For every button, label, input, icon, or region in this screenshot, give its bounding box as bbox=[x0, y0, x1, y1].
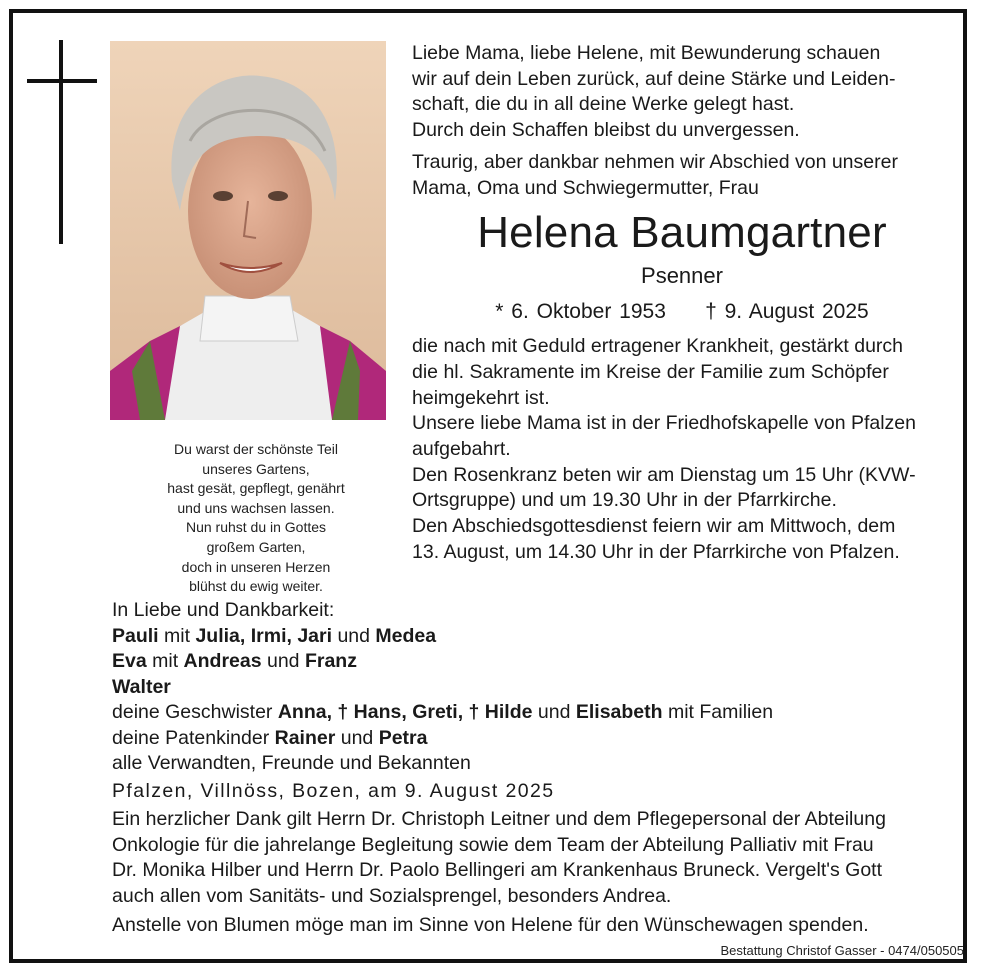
birth-date: * 6. Oktober 1953 bbox=[495, 300, 666, 324]
body-line: die nach mit Geduld ertragener Krankheit, gestärkt durch bbox=[412, 335, 904, 358]
intro-line: Durch dein Schaffen bleibst du unvergessen. bbox=[412, 119, 800, 142]
death-date: † 9. August 2025 bbox=[705, 300, 869, 324]
body-line: heimgekehrt ist. bbox=[412, 386, 550, 409]
thanks-line: auch allen vom Sanitäts- und Sozialsprengel, besonders Andrea. bbox=[112, 884, 672, 907]
family-line: Eva mit Andreas und Franz bbox=[112, 650, 357, 672]
poem-line: doch in unseren Herzen bbox=[181, 558, 331, 575]
poem-line: Nun ruhst du in Gottes bbox=[185, 519, 327, 536]
intro-line: schaft, die du in all deine Werke gelegt hast. bbox=[412, 93, 795, 116]
body-line: Ortsgruppe) und um 19.30 Uhr in der Pfarrkirche. bbox=[412, 489, 837, 512]
family-line: alle Verwandten, Freunde und Bekannten bbox=[112, 752, 471, 774]
announce-line: Traurig, aber dankbar nehmen wir Abschied von unserer bbox=[412, 150, 898, 173]
announcement-column bbox=[412, 41, 952, 566]
flowers-note: Anstelle von Blumen möge man im Sinne von Helene für den Wünschewagen spenden. bbox=[112, 914, 869, 936]
deceased-name: Helena Baumgartner bbox=[477, 208, 887, 258]
announce-line: Mama, Oma und Schwiegermutter, Frau bbox=[412, 176, 759, 199]
thanks-line: Ein herzlicher Dank gilt Herrn Dr. Christoph Leitner und dem Pflegepersonal der Abteilung bbox=[112, 808, 886, 830]
body-line: aufgebahrt. bbox=[412, 438, 511, 461]
poem-line: Du warst der schönste Teil bbox=[174, 441, 338, 457]
body-line: Den Abschiedsgottesdienst feiern wir am Mittwoch, dem bbox=[412, 515, 896, 538]
family-line: deine Geschwister Anna, † Hans, Greti, † Hilde und Elisabeth mit Familien bbox=[112, 701, 774, 723]
body-line: Den Rosenkranz beten wir am Dienstag um 15 Uhr (KVW- bbox=[412, 463, 916, 486]
intro-line: wir auf dein Leben zurück, auf deine Stärke und Leiden- bbox=[412, 67, 896, 90]
family-line: Pauli mit Julia, Irmi, Jari und Medea bbox=[112, 624, 437, 647]
portrait-photo bbox=[110, 41, 386, 420]
intro-line: Liebe Mama, liebe Helene, mit Bewunderung schauen bbox=[412, 42, 881, 64]
body-line: Unsere liebe Mama ist in der Friedhofskapelle von Pfalzen bbox=[412, 412, 917, 435]
place-date: Pfalzen, Villnöss, Bozen, am 9. August 2025 bbox=[112, 779, 555, 802]
family-section bbox=[112, 598, 962, 939]
cross-icon-bar bbox=[27, 79, 97, 83]
body-line: 13. August, um 14.30 Uhr in der Pfarrkirche von Pfalzen. bbox=[412, 540, 900, 563]
maiden-name: Psenner bbox=[641, 263, 723, 289]
funeral-home-credit: Bestattung Christof Gasser - 0474/050505 bbox=[720, 943, 964, 958]
family-heading: In Liebe und Dankbarkeit: bbox=[112, 599, 335, 621]
poem-line: blühst du ewig weiter. bbox=[189, 578, 323, 595]
thanks-line: Dr. Monika Hilber und Herrn Dr. Paolo Bellingeri am Krankenhaus Bruneck. Vergelt's Gott bbox=[112, 859, 883, 881]
thanks-line: Onkologie für die jahrelange Begleitung sowie dem Team der Abteilung Palliativ mit Frau bbox=[112, 833, 874, 856]
cross-icon bbox=[59, 40, 63, 244]
memorial-poem bbox=[118, 440, 394, 597]
family-line: Walter bbox=[112, 675, 171, 698]
poem-line: hast gesät, gepflegt, genährt bbox=[167, 480, 345, 497]
poem-line: unseres Gartens, bbox=[202, 460, 310, 477]
family-line: deine Patenkinder Rainer und Petra bbox=[112, 726, 428, 749]
body-line: die hl. Sakramente im Kreise der Familie zum Schöpfer bbox=[412, 360, 889, 383]
life-dates bbox=[412, 297, 952, 327]
poem-line: und uns wachsen lassen. bbox=[177, 499, 335, 516]
poem-line: großem Garten, bbox=[206, 538, 306, 555]
